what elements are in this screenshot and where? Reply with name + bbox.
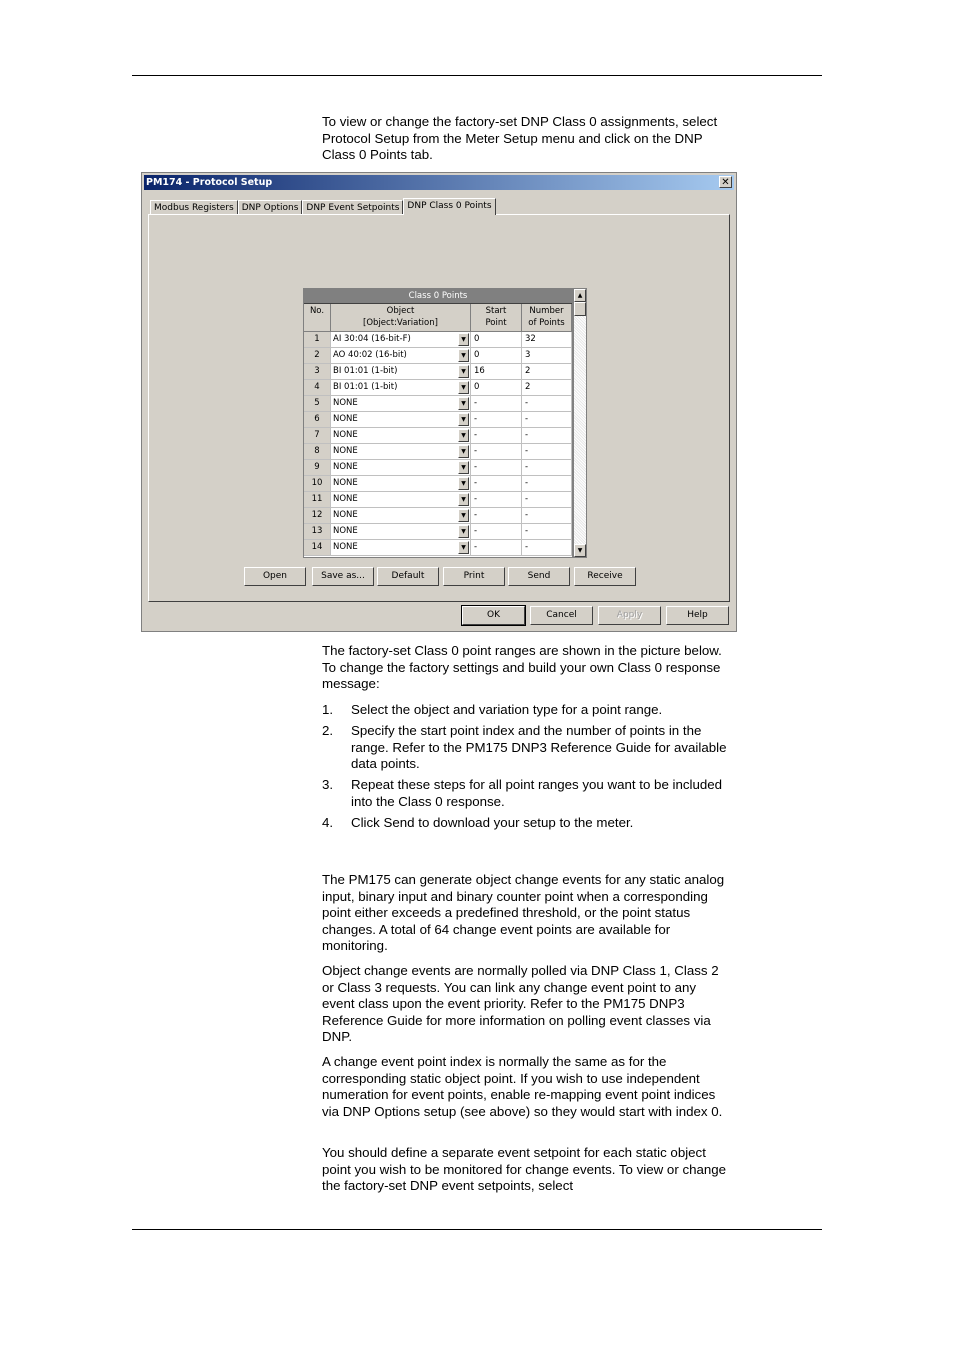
- grid-body: [304, 332, 572, 556]
- number-of-points-cell[interactable]: -: [522, 492, 572, 507]
- start-point-cell[interactable]: -: [471, 412, 522, 427]
- row-number: 12: [304, 508, 331, 523]
- dropdown-arrow-icon[interactable]: ▼: [458, 349, 469, 362]
- row-number: 11: [304, 492, 331, 507]
- steps-list: [322, 702, 732, 836]
- body-paragraph: Object change events are normally polled via DNP Class 1, Class 2 or Class 3 requests. You can link any change event point to any event class upon the event priority. Refer to the PM175 DNP3 Reference Guide for more information on polling event classes via DNP.: [322, 963, 719, 1044]
- table-row[interactable]: [304, 540, 572, 556]
- body-paragraph: A change event point index is normally the same as for the corresponding static object point. If you wish to use independent numeration for event points, enable re-mapping event point indices via DNP Options setup (see above) so they would start with index 0.: [322, 1054, 723, 1119]
- intro-paragraph: To view or change the factory-set DNP Class 0 assignments, select Protocol Setup from the Meter Setup menu and click on the DNP Class 0 Points tab.: [322, 114, 718, 162]
- tab-panel: [148, 214, 730, 602]
- after-dialog-paragraph: The factory-set Class 0 point ranges are shown in the picture below. To change the factory settings and build your own Class 0 response message:: [322, 643, 722, 691]
- object-value: NONE: [333, 414, 358, 424]
- row-number: 13: [304, 524, 331, 539]
- step-number: 3.: [322, 777, 334, 792]
- start-point-cell[interactable]: -: [471, 492, 522, 507]
- start-point-cell[interactable]: 16: [471, 364, 522, 379]
- table-row[interactable]: [304, 476, 572, 492]
- object-value: NONE: [333, 542, 358, 552]
- start-point-cell[interactable]: -: [471, 540, 522, 555]
- save-as-button[interactable]: Save as...: [312, 567, 374, 586]
- step-number: 4.: [322, 814, 334, 830]
- object-select[interactable]: [331, 540, 471, 555]
- tab-dnp-class0-points[interactable]: DNP Class 0 Points: [403, 198, 495, 215]
- object-select[interactable]: [331, 460, 471, 475]
- dropdown-arrow-icon[interactable]: ▼: [458, 381, 469, 394]
- object-value: AO 40:02 (16-bit): [333, 350, 407, 360]
- grid-header: [304, 304, 572, 332]
- dropdown-arrow-icon[interactable]: ▼: [458, 493, 469, 506]
- number-of-points-cell[interactable]: 3: [522, 348, 572, 363]
- object-select[interactable]: [331, 332, 471, 347]
- receive-button[interactable]: Receive: [574, 567, 636, 586]
- step-text: Select the object and variation type for a point range.: [351, 702, 663, 717]
- dropdown-arrow-icon[interactable]: ▼: [458, 365, 469, 378]
- table-row[interactable]: [304, 412, 572, 428]
- step-number: 2.: [322, 723, 334, 738]
- number-of-points-cell[interactable]: -: [522, 460, 572, 475]
- table-row[interactable]: [304, 396, 572, 412]
- table-row[interactable]: [304, 380, 572, 396]
- table-row[interactable]: [304, 524, 572, 540]
- list-item: [322, 702, 732, 719]
- row-number: 1: [304, 332, 331, 347]
- object-value: NONE: [333, 462, 358, 472]
- list-item: [322, 723, 732, 773]
- object-value: NONE: [333, 430, 358, 440]
- start-point-cell[interactable]: 0: [471, 348, 522, 363]
- object-value: BI 01:01 (1-bit): [333, 366, 398, 376]
- scroll-up-icon[interactable]: ▲: [574, 289, 586, 302]
- object-select[interactable]: [331, 380, 471, 395]
- number-of-points-cell[interactable]: -: [522, 428, 572, 443]
- header-no: No.: [304, 304, 331, 331]
- object-value: NONE: [333, 446, 358, 456]
- object-select[interactable]: [331, 396, 471, 411]
- tab-dnp-event-setpoints[interactable]: DNP Event Setpoints: [302, 200, 403, 215]
- object-value: NONE: [333, 510, 358, 520]
- send-button[interactable]: Send: [508, 567, 570, 586]
- dropdown-arrow-icon[interactable]: ▼: [458, 397, 469, 410]
- dropdown-arrow-icon[interactable]: ▼: [458, 525, 469, 538]
- print-button[interactable]: Print: [443, 567, 505, 586]
- dropdown-arrow-icon[interactable]: ▼: [458, 333, 469, 346]
- row-number: 3: [304, 364, 331, 379]
- number-of-points-cell[interactable]: -: [522, 508, 572, 523]
- row-number: 2: [304, 348, 331, 363]
- dropdown-arrow-icon[interactable]: ▼: [458, 461, 469, 474]
- start-point-cell[interactable]: 0: [471, 380, 522, 395]
- step-text: Repeat these steps for all point ranges you want to be included into the Class 0 response.: [351, 777, 723, 809]
- default-button[interactable]: Default: [377, 567, 439, 586]
- step-text: Click Send to download your setup to the meter.: [351, 814, 634, 830]
- tab-modbus-registers[interactable]: Modbus Registers: [150, 200, 238, 215]
- start-point-cell[interactable]: -: [471, 476, 522, 491]
- start-point-cell[interactable]: -: [471, 524, 522, 539]
- object-select[interactable]: [331, 492, 471, 507]
- row-number: 8: [304, 444, 331, 459]
- number-of-points-cell[interactable]: -: [522, 524, 572, 539]
- scroll-thumb[interactable]: [574, 302, 586, 316]
- step-text: Specify the start point index and the number of points in the range. Refer to the PM175 DNP3 Reference Guide for available data points.: [351, 723, 727, 771]
- start-point-cell[interactable]: -: [471, 508, 522, 523]
- row-number: 5: [304, 396, 331, 411]
- row-number: 14: [304, 540, 331, 555]
- table-row[interactable]: [304, 508, 572, 524]
- tab-strip: [150, 198, 496, 215]
- table-row[interactable]: [304, 428, 572, 444]
- cancel-button[interactable]: Cancel: [530, 606, 593, 625]
- number-of-points-cell[interactable]: -: [522, 412, 572, 427]
- dialog-title: PM174 - Protocol Setup: [146, 177, 273, 188]
- row-number: 4: [304, 380, 331, 395]
- start-point-cell[interactable]: -: [471, 460, 522, 475]
- dropdown-arrow-icon[interactable]: ▼: [458, 413, 469, 426]
- row-number: 9: [304, 460, 331, 475]
- start-point-cell[interactable]: -: [471, 396, 522, 411]
- header-start: Start Point: [471, 304, 522, 331]
- scroll-down-icon[interactable]: ▼: [574, 544, 586, 557]
- row-number: 10: [304, 476, 331, 491]
- open-button[interactable]: Open: [244, 567, 306, 586]
- number-of-points-cell[interactable]: -: [522, 540, 572, 555]
- step-number: 1.: [322, 702, 334, 717]
- object-select[interactable]: [331, 508, 471, 523]
- start-point-cell[interactable]: 0: [471, 332, 522, 347]
- dropdown-arrow-icon[interactable]: ▼: [458, 429, 469, 442]
- object-value: NONE: [333, 398, 358, 408]
- object-select[interactable]: [331, 524, 471, 539]
- top-rule: [132, 75, 822, 76]
- start-point-cell[interactable]: -: [471, 444, 522, 459]
- apply-button[interactable]: Apply: [598, 606, 661, 625]
- number-of-points-cell[interactable]: -: [522, 396, 572, 411]
- number-of-points-cell[interactable]: -: [522, 444, 572, 459]
- object-value: NONE: [333, 526, 358, 536]
- dropdown-arrow-icon[interactable]: ▼: [458, 541, 469, 554]
- table-row[interactable]: [304, 364, 572, 380]
- row-number: 6: [304, 412, 331, 427]
- object-value: NONE: [333, 494, 358, 504]
- body-paragraph: You should define a separate event setpoint for each static object point you wish to be monitored for change events. To view or change the factory-set DNP event setpoints, select: [322, 1145, 727, 1193]
- object-select[interactable]: [331, 476, 471, 491]
- table-row[interactable]: [304, 492, 572, 508]
- tab-dnp-options[interactable]: DNP Options: [238, 200, 303, 215]
- table-row[interactable]: [304, 444, 572, 460]
- dialog-titlebar: [144, 175, 734, 190]
- object-value: BI 01:01 (1-bit): [333, 382, 398, 392]
- object-value: NONE: [333, 478, 358, 488]
- row-number: 7: [304, 428, 331, 443]
- grid-scrollbar[interactable]: [573, 288, 587, 558]
- list-item: [322, 777, 732, 810]
- table-row[interactable]: [304, 332, 572, 348]
- grid-title: Class 0 Points: [304, 289, 572, 304]
- object-select[interactable]: [331, 364, 471, 379]
- body-paragraph: The PM175 can generate object change events for any static analog input, binary input and binary counter point when a corresponding point either exceeds a predefined threshold, or the point status changes. A total of 64 change event points are available for monitoring.: [322, 872, 725, 953]
- number-of-points-cell[interactable]: 2: [522, 364, 572, 379]
- object-select[interactable]: [331, 412, 471, 427]
- header-count: Number of Points: [522, 304, 572, 331]
- close-icon[interactable]: ✕: [719, 176, 732, 188]
- dropdown-arrow-icon[interactable]: ▼: [458, 509, 469, 522]
- object-value: AI 30:04 (16-bit-F): [333, 334, 411, 344]
- table-row[interactable]: [304, 348, 572, 364]
- bottom-rule: [132, 1229, 822, 1230]
- class0-points-grid: [303, 288, 573, 558]
- object-select[interactable]: [331, 348, 471, 363]
- list-item: [322, 815, 732, 832]
- dropdown-arrow-icon[interactable]: ▼: [458, 445, 469, 458]
- object-select[interactable]: [331, 428, 471, 443]
- table-row[interactable]: [304, 460, 572, 476]
- protocol-setup-dialog: [141, 172, 737, 632]
- number-of-points-cell[interactable]: -: [522, 476, 572, 491]
- number-of-points-cell[interactable]: 2: [522, 380, 572, 395]
- start-point-cell[interactable]: -: [471, 428, 522, 443]
- number-of-points-cell[interactable]: 32: [522, 332, 572, 347]
- header-object: Object [Object:Variation]: [331, 304, 471, 331]
- ok-button[interactable]: OK: [462, 606, 525, 625]
- dropdown-arrow-icon[interactable]: ▼: [458, 477, 469, 490]
- help-button[interactable]: Help: [666, 606, 729, 625]
- object-select[interactable]: [331, 444, 471, 459]
